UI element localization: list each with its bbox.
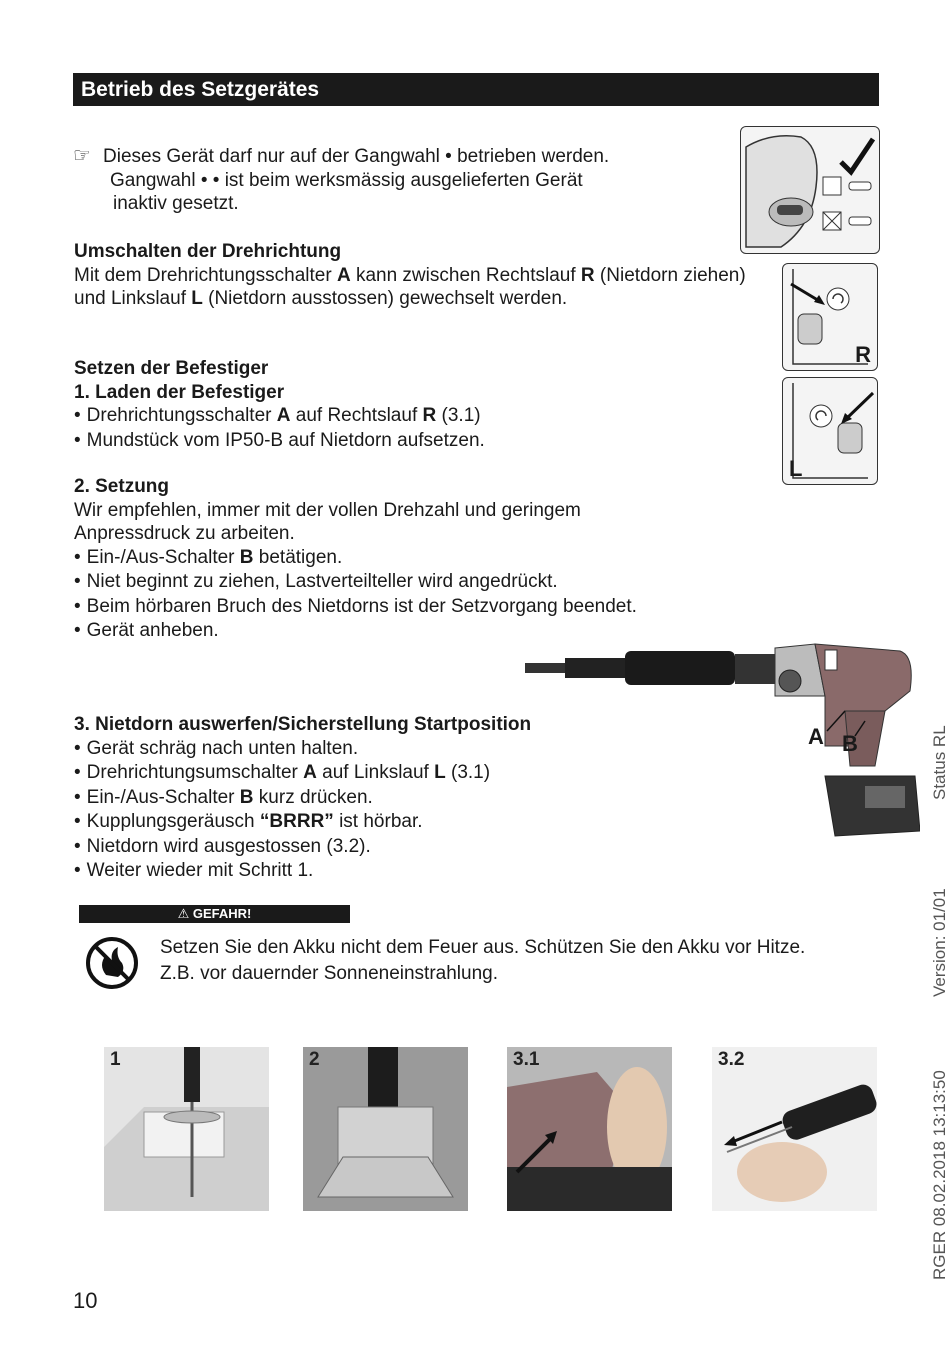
step2-intro-1: Wir empfehlen, immer mit der vollen Drehzahl und geringem: [74, 499, 581, 521]
photo-label: 2: [309, 1049, 320, 1070]
list-item: • Drehrichtungsumschalter A auf Linkslauf L (3.1): [74, 761, 531, 786]
list-item: • Gerät anheben.: [74, 619, 637, 644]
photo-label: 1: [110, 1049, 121, 1070]
list-item: • Gerät schräg nach unten halten.: [74, 737, 531, 762]
label-r: R: [855, 342, 871, 367]
list-item: • Kupplungsgeräusch “BRRR” ist hörbar.: [74, 810, 531, 835]
list-item: • Weiter wieder mit Schritt 1.: [74, 859, 531, 884]
figure-linkslauf: [782, 377, 878, 485]
step1-list: [74, 404, 485, 453]
photo-step-3-1: [507, 1047, 672, 1211]
danger-text: [160, 935, 805, 987]
step3-heading: 3. Nietdorn auswerfen/Sicherstellung Startposition: [74, 714, 532, 735]
section-title: Betrieb des Setzgerätes: [73, 73, 879, 106]
step1-heading: 1. Laden der Befestiger: [74, 381, 285, 403]
list-item: • Mundstück vom IP50-B auf Nietdorn aufsetzen.: [74, 429, 485, 454]
direction-heading: Umschalten der Drehrichtung: [74, 241, 342, 262]
note-line-3: inaktiv gesetzt.: [113, 193, 239, 214]
setting-section: [74, 357, 485, 453]
direction-line-2: und Linkslauf L (Nietdorn ausstossen) gewechselt werden.: [74, 288, 568, 309]
step2-heading: 2. Setzung: [74, 476, 170, 497]
list-item: • Ein-/Aus-Schalter B betätigen.: [74, 546, 637, 571]
list-item: • Ein-/Aus-Schalter B kurz drücken.: [74, 786, 531, 811]
list-item: • Niet beginnt zu ziehen, Lastverteilteller wird angedrückt.: [74, 570, 637, 595]
gear-selector-illustration: [741, 127, 880, 254]
list-item: • Nietdorn wird ausgestossen (3.2).: [74, 835, 531, 860]
list-item: • Drehrichtungsschalter A auf Rechtslauf R (3.1): [74, 404, 485, 429]
label-l: L: [789, 456, 803, 481]
photo-step-3-2: [712, 1047, 877, 1211]
danger-line-1: Setzen Sie den Akku nicht dem Feuer aus. Schützen Sie den Akku vor Hitze.: [160, 937, 806, 958]
checkmark-icon: [841, 139, 873, 172]
version-text: Version: 01/01: [930, 888, 949, 997]
status-text: Status RL: [930, 725, 949, 800]
pointing-hand-icon: ☞: [73, 145, 91, 167]
warning-triangle-icon: ⚠: [177, 906, 190, 921]
list-item: • Beim hörbaren Bruch des Nietdorns ist der Setzvorgang beendet.: [74, 595, 637, 620]
rivet-tool-illustration: [525, 636, 920, 846]
direction-section: [74, 240, 746, 311]
step2-list: [74, 546, 637, 644]
rivet-tool-drawing: [525, 636, 920, 846]
direction-line-1: Mit dem Drehrichtungsschalter A kann zwischen Rechtslauf R (Nietdorn ziehen): [74, 264, 746, 286]
label-b: B: [842, 731, 858, 756]
danger-line-2: Z.B. vor dauernder Sonneneinstrahlung.: [160, 963, 498, 984]
figure-rechtslauf: [782, 263, 878, 371]
step2-intro-2: Anpressdruck zu arbeiten.: [74, 523, 295, 544]
note-line-1: Dieses Gerät darf nur auf der Gangwahl • betrieben werden.: [103, 146, 610, 167]
step2-section: [74, 475, 637, 644]
danger-label: GEFAHR!: [192, 906, 252, 921]
step3-section: [74, 713, 531, 884]
note-block: [73, 145, 609, 216]
photo-label: 3.1: [513, 1049, 540, 1070]
note-line-2: Gangwahl • • ist beim werksmässig ausgelieferten Gerät: [110, 169, 583, 191]
timestamp-text: RGER 08.02.2018 13:13:50: [930, 1070, 949, 1280]
page-number: 10: [73, 1288, 98, 1313]
setting-heading: Setzen der Befestiger: [74, 358, 269, 379]
photo-label: 3.2: [718, 1049, 745, 1070]
label-a: A: [808, 724, 824, 749]
photo-step-1: [104, 1047, 269, 1211]
photo-step-2: [303, 1047, 468, 1211]
gear-selector-figure: [740, 126, 880, 254]
danger-bar: [79, 905, 350, 923]
no-fire-icon: [84, 935, 140, 991]
step3-list: [74, 737, 531, 884]
